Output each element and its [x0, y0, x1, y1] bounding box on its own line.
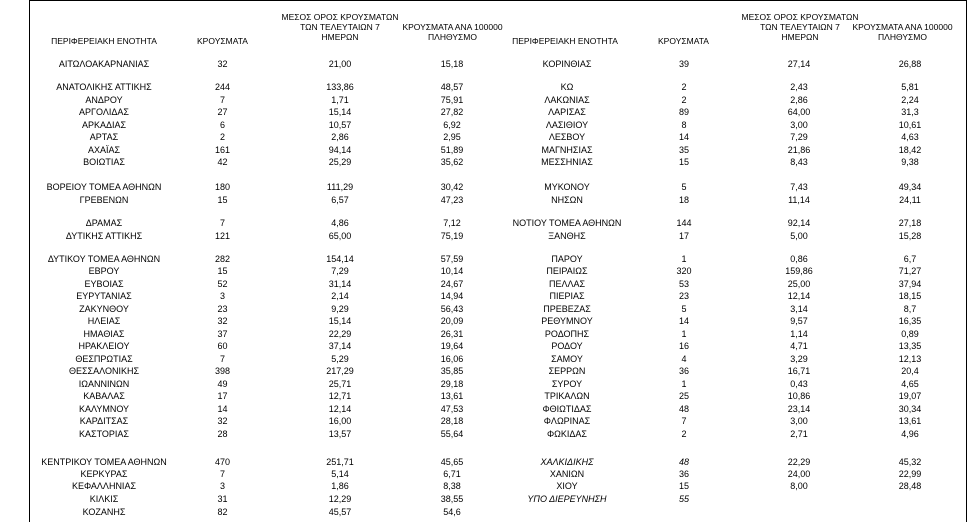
- right-row-avg: 7,43: [790, 182, 808, 192]
- right-row-unit: ΠΕΛΛΑΣ: [548, 279, 586, 289]
- left-row-cases: 470: [214, 457, 231, 467]
- left-row-cases: 37: [217, 329, 228, 339]
- left-row-avg: 21,00: [328, 59, 352, 69]
- right-row-unit: ΦΩΚΙΔΑΣ: [547, 429, 587, 439]
- left-row-unit: ΚΑΡΔΙΤΣΑΣ: [79, 416, 129, 426]
- right-row-unit: ΝΗΣΩΝ: [551, 195, 583, 205]
- header-cases-right: ΚΡΟΥΣΜΑΤΑ: [658, 36, 709, 46]
- left-row-per100k: 7,12: [443, 218, 461, 228]
- left-row-unit: ΗΛΕΙΑΣ: [87, 316, 121, 326]
- right-row-per100k: 28,48: [898, 481, 922, 491]
- left-row-avg: 10,57: [328, 120, 352, 130]
- left-row-avg: 13,57: [328, 429, 352, 439]
- right-row-unit: ΣΑΜΟΥ: [551, 354, 583, 364]
- right-row-per100k: 20,4: [901, 366, 919, 376]
- right-row-per100k: 8,7: [903, 304, 917, 314]
- right-row-unit: ΝΟΤΙΟΥ ΤΟΜΕΑ ΑΘΗΝΩΝ: [512, 218, 622, 228]
- right-row-per100k: 5,81: [901, 82, 919, 92]
- left-row-unit: ΚΕΡΚΥΡΑΣ: [80, 469, 128, 479]
- left-row-cases: 15: [217, 195, 228, 205]
- left-row-unit: ΒΟΡΕΙΟΥ ΤΟΜΕΑ ΑΘΗΝΩΝ: [46, 182, 162, 192]
- left-row-per100k: 20,09: [440, 316, 464, 326]
- left-row-unit: ΔΡΑΜΑΣ: [85, 218, 123, 228]
- right-row-cases: 35: [678, 145, 689, 155]
- right-row-unit: ΣΥΡΟΥ: [551, 379, 583, 389]
- left-row-avg: 12,29: [328, 494, 352, 504]
- right-row-unit: ΡΕΘΥΜΝΟΥ: [541, 316, 593, 326]
- left-row-avg: 2,86: [331, 132, 349, 142]
- left-row-unit: ΚΕΦΑΛΛΗΝΙΑΣ: [71, 481, 137, 491]
- left-row-per100k: 13,61: [440, 391, 464, 401]
- right-row-cases: 2: [681, 82, 687, 92]
- right-row-per100k: 15,28: [898, 231, 922, 241]
- right-row-avg: 16,71: [787, 366, 811, 376]
- left-row-unit: ΔΥΤΙΚΟΥ ΤΟΜΕΑ ΑΘΗΝΩΝ: [47, 254, 161, 264]
- right-row-cases: 55: [678, 494, 689, 504]
- right-row-cases: 36: [678, 366, 689, 376]
- right-row-avg: 2,71: [790, 429, 808, 439]
- left-row-avg: 94,14: [328, 145, 352, 155]
- left-row-per100k: 55,64: [440, 429, 464, 439]
- left-row-avg: 5,14: [331, 469, 349, 479]
- left-row-cases: 398: [214, 366, 231, 376]
- left-row-per100k: 6,92: [443, 120, 461, 130]
- left-row-avg: 4,86: [331, 218, 349, 228]
- right-row-avg: 3,29: [790, 354, 808, 364]
- right-row-avg: 27,14: [787, 59, 811, 69]
- right-row-unit: ΡΟΔΟΥ: [551, 341, 583, 351]
- header-per100k-right: [840, 22, 965, 42]
- header-avg-left-line2: ΤΩΝ ΤΕΛΕΥΤΑΙΩΝ 7: [300, 22, 380, 32]
- left-row-per100k: 48,57: [440, 82, 464, 92]
- right-row-cases: 48: [678, 404, 689, 414]
- left-row-cases: 3: [219, 481, 225, 491]
- left-row-per100k: 30,42: [440, 182, 464, 192]
- left-row-per100k: 10,14: [440, 266, 464, 276]
- left-row-unit: ΚΕΝΤΡΙΚΟΥ ΤΟΜΕΑ ΑΘΗΝΩΝ: [41, 457, 167, 467]
- left-row-cases: 7: [219, 218, 225, 228]
- right-row-unit: ΞΑΝΘΗΣ: [548, 231, 586, 241]
- left-row-avg: 16,00: [328, 416, 352, 426]
- header-unit-left: ΠΕΡΙΦΕΡΕΙΑΚΗ ΕΝΟΤΗΤΑ: [51, 36, 157, 46]
- right-row-avg: 4,71: [790, 341, 808, 351]
- right-row-per100k: 71,27: [898, 266, 922, 276]
- right-row-cases: 15: [678, 481, 689, 491]
- left-row-avg: 7,29: [331, 266, 349, 276]
- right-row-avg: 0,86: [790, 254, 808, 264]
- left-row-cases: 244: [214, 82, 231, 92]
- left-row-cases: 23: [217, 304, 228, 314]
- left-row-per100k: 57,59: [440, 254, 464, 264]
- right-row-unit: ΛΑΣΙΘΙΟΥ: [545, 120, 589, 130]
- left-row-per100k: 47,23: [440, 195, 464, 205]
- left-row-avg: 6,57: [331, 195, 349, 205]
- left-row-per100k: 38,55: [440, 494, 464, 504]
- left-row-avg: 15,14: [328, 316, 352, 326]
- right-row-unit: ΜΥΚΟΝΟΥ: [544, 182, 590, 192]
- right-row-unit: ΠΡΕΒΕΖΑΣ: [543, 304, 591, 314]
- right-row-cases: 36: [678, 469, 689, 479]
- right-row-avg: 3,00: [790, 416, 808, 426]
- right-row-per100k: 13,35: [898, 341, 922, 351]
- left-row-avg: 2,14: [331, 291, 349, 301]
- left-row-cases: 7: [219, 95, 225, 105]
- right-row-per100k: 6,7: [903, 254, 917, 264]
- right-row-unit: ΜΕΣΣΗΝΙΑΣ: [541, 157, 593, 167]
- left-row-cases: 82: [217, 507, 228, 517]
- left-row-unit: ΑΝΑΤΟΛΙΚΗΣ ΑΤΤΙΚΗΣ: [56, 82, 152, 92]
- left-row-cases: 7: [219, 354, 225, 364]
- left-row-avg: 111,29: [326, 182, 354, 192]
- right-row-cases: 14: [678, 132, 689, 142]
- right-row-cases: 39: [678, 59, 689, 69]
- left-row-per100k: 16,06: [440, 354, 464, 364]
- left-row-unit: ΚΟΖΑΝΗΣ: [82, 507, 126, 517]
- right-row-cases: 7: [681, 416, 687, 426]
- right-row-cases: 2: [681, 429, 687, 439]
- right-row-unit: ΦΘΙΩΤΙΔΑΣ: [542, 404, 592, 414]
- left-row-avg: 251,71: [326, 457, 354, 467]
- right-row-avg: 24,00: [787, 469, 811, 479]
- left-row-per100k: 6,71: [443, 469, 461, 479]
- right-row-avg: 8,00: [790, 481, 808, 491]
- left-row-unit: ΑΡΤΑΣ: [89, 132, 119, 142]
- left-row-cases: 161: [214, 145, 231, 155]
- right-row-avg: 22,29: [787, 457, 811, 467]
- right-row-avg: 92,14: [787, 218, 811, 228]
- right-row-per100k: 4,65: [901, 379, 919, 389]
- right-row-cases: 144: [676, 218, 692, 228]
- left-row-per100k: 24,67: [440, 279, 464, 289]
- left-row-per100k: 35,85: [440, 366, 464, 376]
- right-row-cases: 2: [681, 95, 687, 105]
- right-row-unit: ΜΑΓΝΗΣΙΑΣ: [541, 145, 593, 155]
- right-row-cases: 48: [678, 457, 689, 467]
- right-row-avg: 8,43: [790, 157, 808, 167]
- right-row-avg: 9,57: [790, 316, 808, 326]
- right-row-per100k: 10,61: [898, 120, 922, 130]
- left-row-unit: ΚΑΣΤΟΡΙΑΣ: [79, 429, 129, 439]
- left-row-per100k: 15,18: [440, 59, 464, 69]
- left-row-cases: 52: [217, 279, 228, 289]
- right-row-per100k: 37,94: [898, 279, 922, 289]
- right-row-avg: 3,00: [790, 120, 808, 130]
- right-row-unit: ΛΑΚΩΝΙΑΣ: [544, 95, 590, 105]
- left-row-avg: 5,29: [331, 354, 349, 364]
- right-row-unit: ΦΛΩΡΙΝΑΣ: [543, 416, 591, 426]
- left-row-cases: 2: [219, 132, 225, 142]
- left-row-cases: 17: [217, 391, 228, 401]
- right-row-per100k: 18,15: [898, 291, 922, 301]
- right-row-cases: 23: [678, 291, 689, 301]
- left-row-avg: 45,57: [328, 507, 352, 517]
- header-avg-left-line1: ΜΕΣΟΣ ΟΡΟΣ ΚΡΟΥΣΜΑΤΩΝ: [281, 12, 399, 22]
- left-row-per100k: 14,94: [440, 291, 464, 301]
- left-row-unit: ΚΑΛΥΜΝΟΥ: [78, 404, 130, 414]
- left-row-per100k: 75,19: [440, 231, 464, 241]
- right-row-unit: ΠΑΡΟΥ: [551, 254, 583, 264]
- right-row-cases: 1: [681, 329, 687, 339]
- left-row-unit: ΕΥΒΟΙΑΣ: [84, 279, 124, 289]
- right-row-avg: 10,86: [787, 391, 811, 401]
- left-row-per100k: 28,18: [440, 416, 464, 426]
- left-row-avg: 217,29: [326, 366, 354, 376]
- left-row-cases: 6: [219, 120, 225, 130]
- right-row-cases: 16: [678, 341, 689, 351]
- left-row-per100k: 19,64: [440, 341, 464, 351]
- right-row-avg: 7,29: [790, 132, 808, 142]
- left-row-cases: 121: [214, 231, 231, 241]
- left-row-unit: ΖΑΚΥΝΘΟΥ: [79, 304, 129, 314]
- right-row-cases: 25: [678, 391, 689, 401]
- left-row-avg: 1,71: [331, 95, 349, 105]
- right-row-unit: ΧΑΛΚΙΔΙΚΗΣ: [540, 457, 594, 467]
- right-row-per100k: 12,13: [898, 354, 922, 364]
- left-row-unit: ΘΕΣΠΡΩΤΙΑΣ: [75, 354, 133, 364]
- header-unit-right: ΠΕΡΙΦΕΡΕΙΑΚΗ ΕΝΟΤΗΤΑ: [512, 36, 618, 46]
- left-row-unit: ΗΡΑΚΛΕΙΟΥ: [78, 341, 130, 351]
- header-cases-left: ΚΡΟΥΣΜΑΤΑ: [197, 36, 248, 46]
- left-row-per100k: 56,43: [440, 304, 464, 314]
- left-row-unit: ΔΥΤΙΚΗΣ ΑΤΤΙΚΗΣ: [65, 231, 143, 241]
- right-row-avg: 0,43: [790, 379, 808, 389]
- right-row-unit: ΡΟΔΟΠΗΣ: [544, 329, 590, 339]
- right-row-avg: 12,14: [787, 291, 811, 301]
- right-row-avg: 1,14: [790, 329, 808, 339]
- right-row-unit: ΛΕΣΒΟΥ: [548, 132, 586, 142]
- header-per100k-left-line1: ΚΡΟΥΣΜΑΤΑ ΑΝΑ 100000: [402, 22, 503, 32]
- left-row-per100k: 45,65: [440, 457, 464, 467]
- right-row-per100k: 30,34: [898, 404, 922, 414]
- left-row-avg: 31,14: [328, 279, 352, 289]
- left-row-cases: 180: [214, 182, 231, 192]
- header-avg-left-line3: ΗΜΕΡΩΝ: [321, 32, 359, 42]
- right-row-cases: 320: [676, 266, 692, 276]
- right-row-per100k: 45,32: [898, 457, 922, 467]
- right-row-cases: 89: [678, 107, 689, 117]
- right-row-unit: ΠΕΙΡΑΙΩΣ: [546, 266, 588, 276]
- left-row-cases: 7: [219, 469, 225, 479]
- left-row-per100k: 51,89: [440, 145, 464, 155]
- left-row-per100k: 54,6: [443, 507, 461, 517]
- right-row-unit: ΛΑΡΙΣΑΣ: [548, 107, 586, 117]
- left-row-avg: 25,71: [328, 379, 352, 389]
- right-row-per100k: 0,89: [901, 329, 919, 339]
- right-row-cases: 17: [678, 231, 689, 241]
- right-row-unit: ΣΕΡΡΩΝ: [548, 366, 586, 376]
- left-row-cases: 3: [219, 291, 225, 301]
- header-avg-right-line2: ΤΩΝ ΤΕΛΕΥΤΑΙΩΝ 7: [760, 22, 840, 32]
- left-row-cases: 42: [217, 157, 228, 167]
- right-row-avg: 21,86: [787, 145, 811, 155]
- right-row-per100k: 2,24: [901, 95, 919, 105]
- left-row-per100k: 47,53: [440, 404, 464, 414]
- right-row-per100k: 4,96: [901, 429, 919, 439]
- right-row-avg: 159,86: [785, 266, 813, 276]
- left-row-unit: ΙΩΑΝΝΙΝΩΝ: [78, 379, 130, 389]
- left-row-unit: ΑΡΚΑΔΙΑΣ: [81, 120, 127, 130]
- left-row-avg: 65,00: [328, 231, 352, 241]
- left-row-cases: 32: [217, 316, 228, 326]
- right-row-avg: 3,14: [790, 304, 808, 314]
- right-row-avg: 11,14: [788, 195, 810, 205]
- left-row-avg: 25,29: [328, 157, 352, 167]
- left-row-avg: 9,29: [331, 304, 349, 314]
- left-row-per100k: 27,82: [440, 107, 464, 117]
- right-row-unit: ΠΙΕΡΙΑΣ: [549, 291, 585, 301]
- left-row-avg: 133,86: [326, 82, 354, 92]
- left-row-unit: ΘΕΣΣΑΛΟΝΙΚΗΣ: [68, 366, 140, 376]
- right-row-avg: 23,14: [787, 404, 811, 414]
- right-row-cases: 14: [678, 316, 689, 326]
- right-row-cases: 18: [678, 195, 689, 205]
- right-row-avg: 5,00: [790, 231, 808, 241]
- right-row-avg: 25,00: [787, 279, 811, 289]
- left-row-unit: ΕΒΡΟΥ: [88, 266, 120, 276]
- right-row-cases: 15: [678, 157, 689, 167]
- right-row-per100k: 19,07: [898, 391, 922, 401]
- header-avg-left: [270, 12, 410, 42]
- right-row-cases: 5: [681, 304, 687, 314]
- right-row-per100k: 9,38: [901, 157, 919, 167]
- left-row-avg: 15,14: [328, 107, 352, 117]
- right-row-per100k: 26,88: [898, 59, 922, 69]
- left-row-per100k: 8,38: [443, 481, 461, 491]
- right-row-cases: 4: [681, 354, 687, 364]
- right-row-cases: 1: [681, 379, 687, 389]
- header-avg-right-line3: ΗΜΕΡΩΝ: [781, 32, 819, 42]
- left-row-unit: ΚΑΒΑΛΑΣ: [83, 391, 125, 401]
- left-row-per100k: 75,91: [440, 95, 464, 105]
- right-row-unit: ΧΑΝΙΩΝ: [549, 469, 585, 479]
- left-row-unit: ΒΟΙΩΤΙΑΣ: [83, 157, 125, 167]
- left-row-cases: 27: [217, 107, 228, 117]
- left-row-per100k: 35,62: [440, 157, 464, 167]
- right-row-cases: 53: [678, 279, 689, 289]
- right-row-avg: 64,00: [787, 107, 811, 117]
- right-row-unit: ΚΟΡΙΝΘΙΑΣ: [542, 59, 592, 69]
- left-row-per100k: 2,95: [443, 132, 461, 142]
- left-row-avg: 37,14: [328, 341, 352, 351]
- left-row-unit: ΕΥΡΥΤΑΝΙΑΣ: [76, 291, 132, 301]
- right-row-per100k: 4,63: [901, 132, 919, 142]
- header-per100k-right-line1: ΚΡΟΥΣΜΑΤΑ ΑΝΑ 100000: [852, 22, 953, 32]
- right-row-per100k: 22,99: [898, 469, 922, 479]
- left-row-cases: 32: [217, 416, 228, 426]
- right-row-per100k: 31,3: [901, 107, 919, 117]
- right-row-unit: ΚΩ: [560, 82, 574, 92]
- right-row-per100k: 16,35: [898, 316, 922, 326]
- header-avg-right-line1: ΜΕΣΟΣ ΟΡΟΣ ΚΡΟΥΣΜΑΤΩΝ: [741, 12, 859, 22]
- right-row-per100k: 13,61: [898, 416, 922, 426]
- right-row-avg: 2,43: [790, 82, 808, 92]
- right-row-per100k: 49,34: [898, 182, 922, 192]
- left-row-unit: ΚΙΛΚΙΣ: [89, 494, 119, 504]
- left-row-avg: 22,29: [328, 329, 352, 339]
- left-row-per100k: 26,31: [440, 329, 464, 339]
- right-row-per100k: 18,42: [898, 145, 922, 155]
- right-row-cases: 8: [681, 120, 687, 130]
- left-row-unit: ΑΝΔΡΟΥ: [85, 95, 123, 105]
- left-row-avg: 154,14: [326, 254, 354, 264]
- right-row-unit: ΤΡΙΚΑΛΩΝ: [544, 391, 590, 401]
- right-row-cases: 1: [681, 254, 687, 264]
- left-row-unit: ΗΜΑΘΙΑΣ: [83, 329, 125, 339]
- right-row-unit: ΧΙΟΥ: [556, 481, 578, 491]
- right-row-cases: 5: [681, 182, 687, 192]
- right-row-per100k: 24,11: [899, 195, 921, 205]
- left-row-cases: 28: [217, 429, 228, 439]
- left-row-cases: 32: [217, 59, 228, 69]
- top-border: [29, 0, 967, 1]
- left-row-cases: 282: [214, 254, 231, 264]
- left-row-avg: 12,71: [328, 391, 352, 401]
- left-row-cases: 60: [217, 341, 228, 351]
- left-row-unit: ΑΙΤΩΛΟΑΚΑΡΝΑΝΙΑΣ: [58, 59, 150, 69]
- header-per100k-left-line2: ΠΛΗΘΥΣΜΟ: [428, 32, 477, 42]
- left-row-cases: 15: [217, 266, 228, 276]
- left-row-unit: ΑΡΓΟΛΙΔΑΣ: [79, 107, 129, 117]
- left-row-avg: 1,86: [331, 481, 349, 491]
- left-row-per100k: 29,18: [440, 379, 464, 389]
- left-row-avg: 12,14: [328, 404, 352, 414]
- left-row-cases: 49: [217, 379, 228, 389]
- header-per100k-right-line2: ΠΛΗΘΥΣΜΟ: [878, 32, 927, 42]
- left-row-unit: ΓΡΕΒΕΝΩΝ: [79, 195, 129, 205]
- left-row-cases: 31: [217, 494, 228, 504]
- right-row-per100k: 27,18: [898, 218, 922, 228]
- right-row-unit: ΥΠΟ ΔΙΕΡΕΥΝΗΣΗ: [527, 494, 607, 504]
- left-row-cases: 14: [217, 404, 228, 414]
- right-row-avg: 2,86: [790, 95, 808, 105]
- left-row-unit: ΑΧΑΪΑΣ: [87, 145, 121, 155]
